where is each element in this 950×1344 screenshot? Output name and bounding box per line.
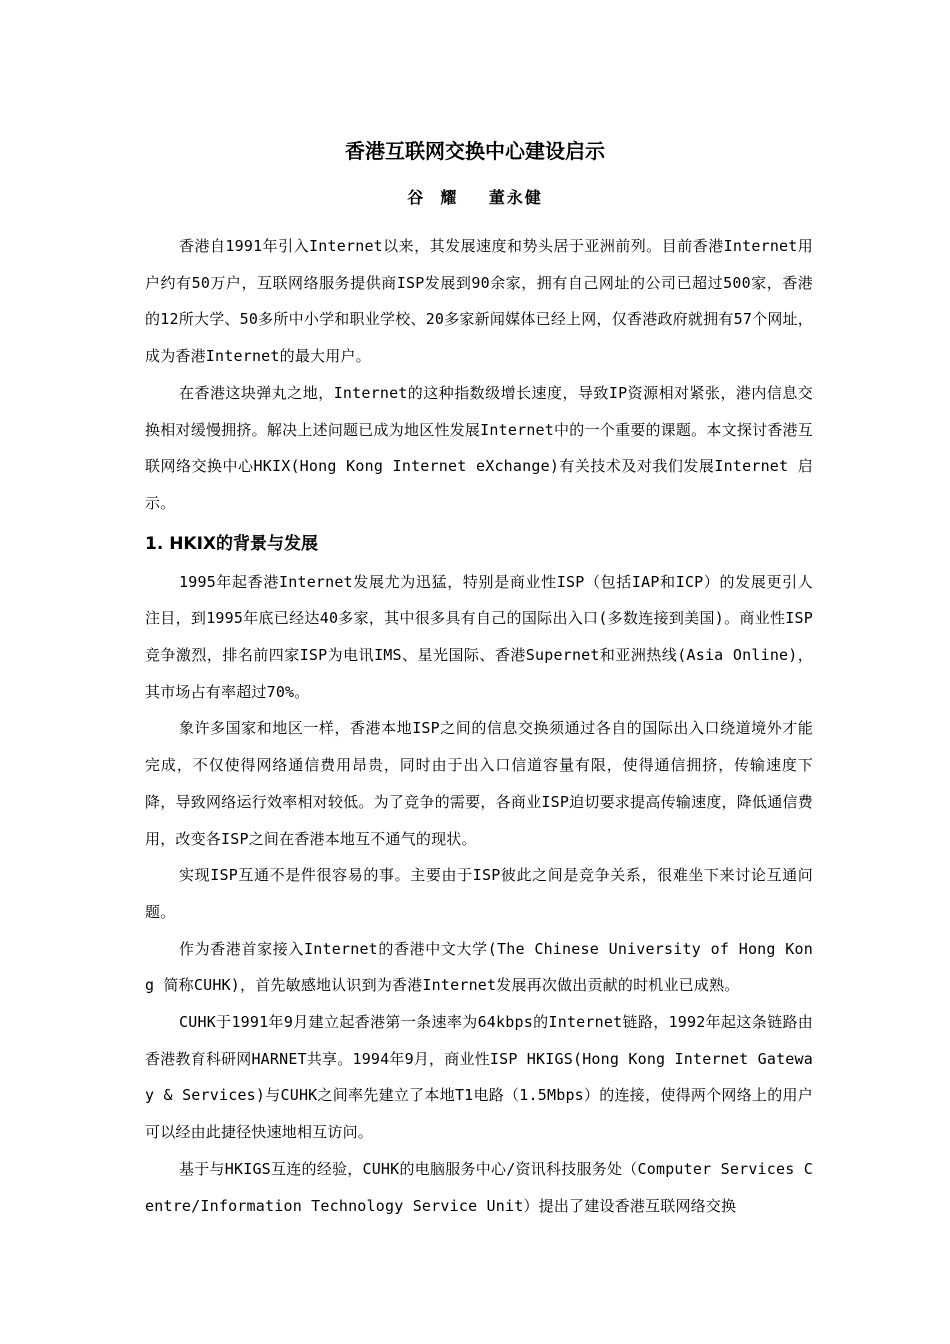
document-authors: 谷 耀 董永健 — [407, 188, 543, 207]
section-paragraph: 作为香港首家接入Internet的香港中文大学(The Chinese University of Hong Kong 简称CUHK)，首先敏感地认识到为香港Internet发展再次做出贡献的时机业已成熟。 — [145, 939, 813, 995]
section-paragraph: 象许多国家和地区一样，香港本地ISP之间的信息交换须通过各自的国际出入口绕道境外才能完成，不仅使得网络通信费用昂贵，同时由于出入口信道容量有限，使得通信拥挤，传输速度下降，导致网络运行效率相对较低。为了竞争的需要，各商业ISP迫切要求提高传输速度，降低通信费用，改变各ISP之间在香港本地互不通气的现状。 — [145, 719, 813, 848]
document-body — [145, 228, 813, 1224]
intro-paragraph: 香港自1991年引入Internet以来，其发展速度和势头居于亚洲前列。目前香港Internet用户约有50万户，互联网络服务提供商ISP发展到90余家，拥有自己网址的公司已超过500家，香港的12所大学、50多所中小学和职业学校、20多家新闻媒体已经上网，仅香港政府就拥有57个网址，成为香港Internet的最大用户。 — [145, 237, 813, 366]
section-paragraph: 基于与HKIGS互连的经验，CUHK的电脑服务中心/资讯科技服务处（Computer Services Centre/Information Technology Service Unit）提出了建设香港互联网络交换 — [145, 1159, 813, 1215]
document-title: 香港互联网交换中心建设启示 — [345, 139, 605, 163]
section-heading: 1. HKIX的背景与发展 — [145, 533, 319, 554]
section-paragraph: 实现ISP互通不是件很容易的事。主要由于ISP彼此之间是竞争关系，很难坐下来讨论互通问题。 — [145, 866, 813, 921]
intro-paragraph: 在香港这块弹丸之地，Internet的这种指数级增长速度，导致IP资源相对紧张，港内信息交换相对缓慢拥挤。解决上述问题已成为地区性发展Internet中的一个重要的课题。本文探讨香港互联网络交换中心HKIX(Hong Kong Internet eXchange)有关技术及对我们发展Internet 启示。 — [145, 383, 813, 512]
section-paragraph: CUHK于1991年9月建立起香港第一条速率为64kbps的Internet链路，1992年起这条链路由香港教育科研网HARNET共享。1994年9月，商业性ISP HKIGS(Hong Kong Internet Gateway & Services)与CUHK之间率先建立了本地T1电路（1.5Mbps）的连接，使得两个网络上的用户可以经由此捷径快速地相互访问。 — [145, 1013, 813, 1142]
section-paragraph: 1995年起香港Internet发展尤为迅猛，特别是商业性ISP（包括IAP和ICP）的发展更引人注目，到1995年底已经达40多家，其中很多具有自己的国际出入口(多数连接到美国)。商业性ISP竞争激烈，排名前四家ISP为电讯IMS、星光国际、香港Supernet和亚洲热线(Asia Online)，其市场占有率超过70%。 — [145, 572, 813, 701]
